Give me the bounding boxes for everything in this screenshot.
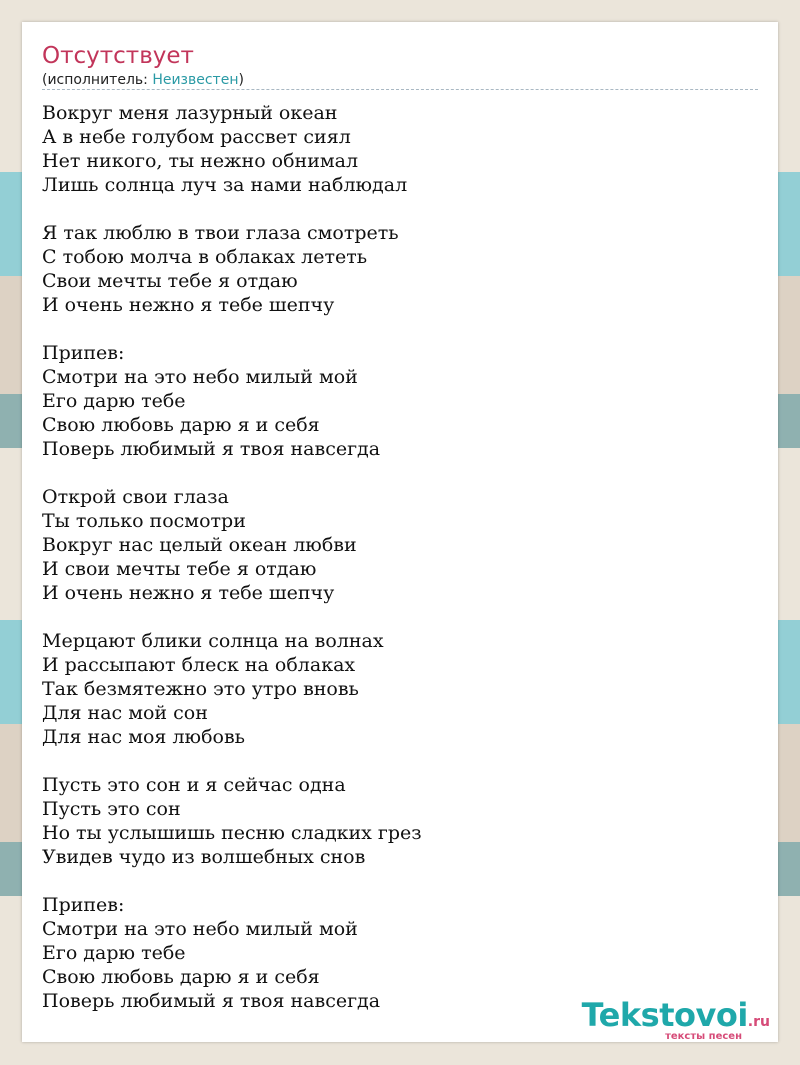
lyrics-card — [22, 22, 778, 1042]
lyric-line: Ты только посмотри — [42, 510, 246, 532]
stanza-break — [42, 605, 742, 629]
lyric-line: Его дарю тебе — [42, 390, 186, 412]
lyric-line: Свою любовь дарю я и себя — [42, 414, 320, 436]
lyric-line: И рассыпают блеск на облаках — [42, 654, 356, 676]
lyrics-text — [42, 101, 742, 1013]
lyric-line: С тобою молча в облаках лететь — [42, 246, 368, 268]
lyric-line: Поверь любимый я твоя навсегда — [42, 438, 381, 460]
lyric-line: Для нас мой сон — [42, 702, 208, 724]
logo-wordmark: Tekstovoi — [581, 996, 748, 1034]
lyric-line: Лишь солнца луч за нами наблюдал — [42, 174, 408, 196]
stanza-break — [42, 461, 742, 485]
performer-suffix: ) — [238, 72, 244, 88]
lyric-line: Припев: — [42, 342, 125, 364]
stanza-break — [42, 749, 742, 773]
lyric-line: Мерцают блики солнца на волнах — [42, 630, 384, 652]
lyric-line: Но ты услышишь песню сладких грез — [42, 822, 422, 844]
lyric-line: Открой свои глаза — [42, 486, 229, 508]
lyric-line: И очень нежно я тебе шепчу — [42, 294, 335, 316]
stanza-break — [42, 197, 742, 221]
lyric-line: Я так люблю в твои глаза смотреть — [42, 222, 399, 244]
lyric-line: И свои мечты тебе я отдаю — [42, 558, 317, 580]
lyric-line: Его дарю тебе — [42, 942, 186, 964]
lyric-line: Смотри на это небо милый мой — [42, 918, 358, 940]
lyric-line: Пусть это сон и я сейчас одна — [42, 774, 346, 796]
lyric-line: Свои мечты тебе я отдаю — [42, 270, 298, 292]
lyric-line: А в небе голубом рассвет сиял — [42, 126, 351, 148]
header-divider — [42, 89, 758, 90]
lyric-line: Припев: — [42, 894, 125, 916]
lyric-line: Пусть это сон — [42, 798, 181, 820]
site-logo[interactable] — [581, 996, 770, 1042]
stanza-break — [42, 869, 742, 893]
lyric-line: Смотри на это небо милый мой — [42, 366, 358, 388]
lyric-line: Свою любовь дарю я и себя — [42, 966, 320, 988]
performer-link[interactable]: Неизвестен — [152, 72, 239, 88]
lyric-line: Увидев чудо из волшебных снов — [42, 846, 366, 868]
stanza-break — [42, 317, 742, 341]
logo-subtitle: тексты песен — [665, 1031, 742, 1042]
lyric-line: Нет никого, ты нежно обнимал — [42, 150, 359, 172]
song-title: Отсутствует — [42, 43, 194, 69]
performer-prefix: (исполнитель: — [42, 72, 153, 88]
lyric-line: Для нас моя любовь — [42, 726, 245, 748]
lyric-line: Вокруг меня лазурный океан — [42, 102, 338, 124]
lyric-line: Так безмятежно это утро вновь — [42, 678, 359, 700]
lyric-line: И очень нежно я тебе шепчу — [42, 582, 335, 604]
lyric-line: Вокруг нас целый океан любви — [42, 534, 357, 556]
logo-tld: .ru — [747, 1014, 770, 1030]
lyric-line: Поверь любимый я твоя навсегда — [42, 990, 381, 1012]
performer-line — [42, 71, 244, 89]
